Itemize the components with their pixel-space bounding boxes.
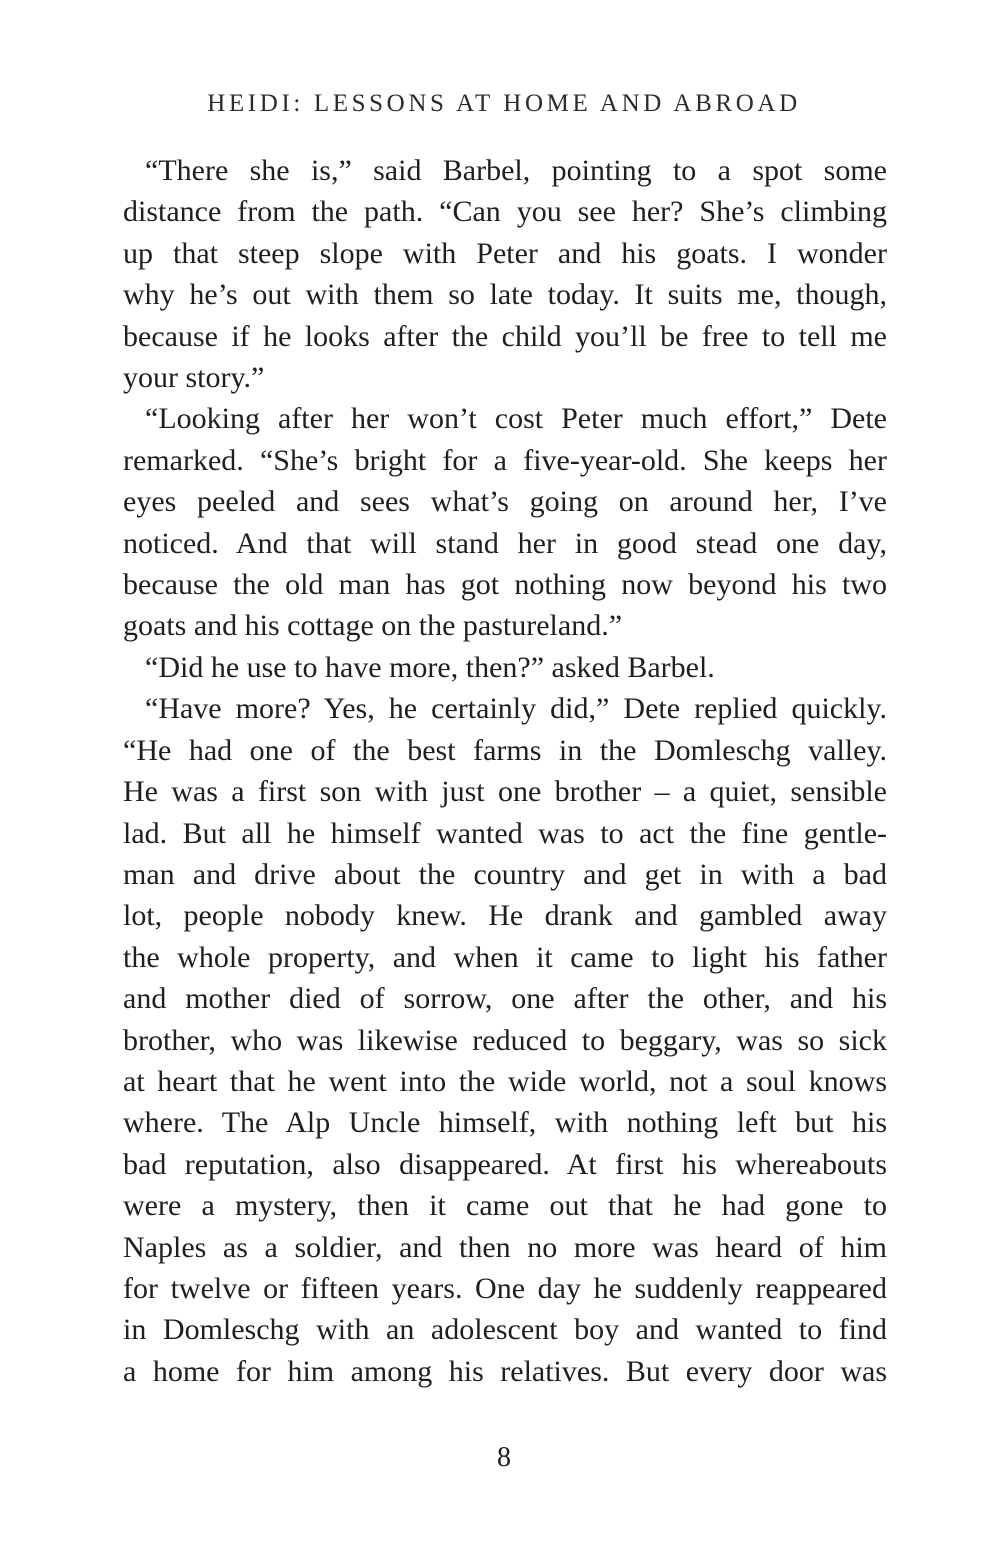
text-line: man and drive about the country and get in with a bad [123, 857, 887, 891]
text-line: lad. But all he himself wanted was to act the fine gentle- [123, 816, 887, 850]
text-line: goats and his cottage on the pastureland.” [123, 609, 623, 643]
paragraph [123, 398, 887, 646]
text-line: “Did he use to have more, then?” asked Barbel. [145, 650, 715, 684]
page-number: 8 [497, 1442, 511, 1473]
text-line: up that steep slope with Peter and his goats. I wonder [123, 236, 887, 270]
text-line: remarked. “She’s bright for a five-year-old. She keeps her [123, 443, 887, 477]
text-line: “There she is,” said Barbel, pointing to a spot some [145, 154, 887, 187]
text-line: lot, people nobody knew. He drank and gambled away [123, 899, 887, 933]
text-line: “Looking after her won’t cost Peter much effort,” Dete [145, 402, 887, 436]
text-line: because if he looks after the child you’ll be free to tell me [123, 319, 887, 353]
text-line: at heart that he went into the wide world, not a soul knows [123, 1064, 887, 1098]
text-line: distance from the path. “Can you see her? She’s climbing [123, 195, 887, 229]
text-line: and mother died of sorrow, one after the other, and his [123, 982, 887, 1016]
text-line: “He had one of the best farms in the Domleschg valley. [123, 733, 887, 767]
text-line: in Domleschg with an adolescent boy and wanted to find [123, 1313, 887, 1347]
text-line: were a mystery, then it came out that he had gone to [123, 1189, 887, 1223]
paragraph [123, 647, 887, 688]
text-line: Naples as a soldier, and then no more was heard of him [123, 1230, 887, 1264]
text-line: your story.” [123, 361, 265, 395]
text-line: the whole property, and when it came to light his father [123, 940, 887, 974]
text-line: a home for him among his relatives. But every door was [123, 1354, 887, 1388]
body-text [123, 150, 887, 1392]
text-line: noticed. And that will stand her in good stead one day, [123, 526, 887, 560]
text-line: for twelve or fifteen years. One day he suddenly reappeared [123, 1271, 887, 1305]
text-line: brother, who was likewise reduced to beggary, was so sick [123, 1023, 887, 1057]
text-line: because the old man has got nothing now beyond his two [123, 568, 887, 602]
text-line: eyes peeled and sees what’s going on around her, I’ve [123, 485, 887, 519]
paragraph [123, 688, 887, 1392]
text-line: where. The Alp Uncle himself, with nothing left but his [123, 1106, 887, 1140]
text-line: bad reputation, also disappeared. At first his whereabouts [123, 1147, 887, 1181]
text-line: “Have more? Yes, he certainly did,” Dete replied quickly. [145, 692, 887, 726]
running-head: HEIDI: LESSONS AT HOME AND ABROAD [207, 90, 801, 117]
text-line: He was a first son with just one brother – a quiet, sensible [123, 775, 887, 809]
paragraph [123, 150, 887, 398]
text-line: why he’s out with them so late today. It suits me, though, [123, 278, 887, 312]
